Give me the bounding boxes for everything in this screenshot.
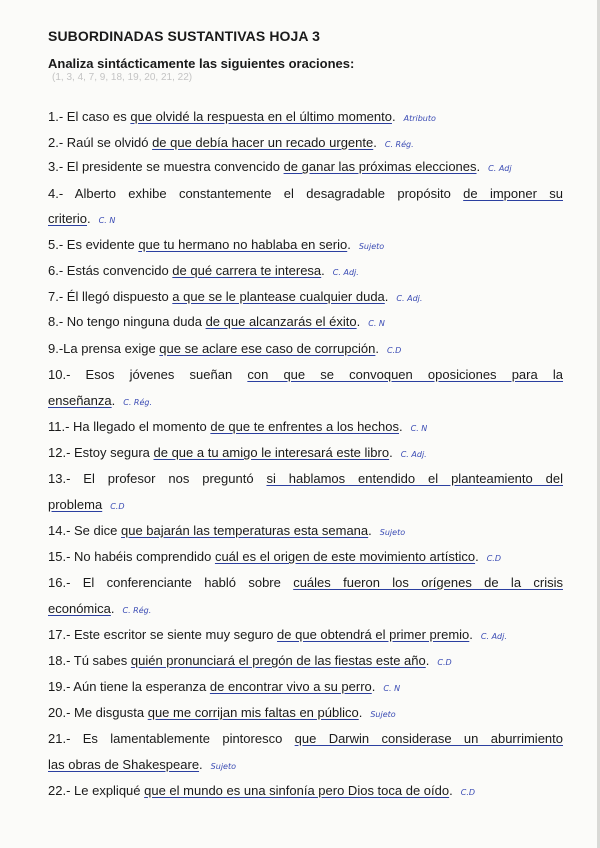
underlined-subordinate-clause: enseñanza [48,393,112,408]
sentence-end: . [358,705,363,720]
handwritten-function-note: C.D [437,658,452,667]
underlined-subordinate-clause: que el mundo es una sinfonía pero Dios toca de oído [144,783,450,798]
sentence-end: . [110,601,115,616]
main-clause-text: 14.- Se dice [48,523,121,538]
handwritten-function-note: C. Adj. [400,450,427,459]
sentence-end: . [368,523,372,538]
sentence-end: . [347,237,351,252]
handwritten-function-note: C. N [98,216,116,225]
main-clause-text: 20.- Me disgusta [48,705,148,720]
handwritten-function-note: C.D [110,502,125,511]
handwritten-function-note: C. Adj. [480,632,507,641]
sentence-line [48,470,563,488]
sentence-line [48,730,563,748]
main-clause-text: 17.- Este escritor se siente muy seguro [48,627,278,642]
sentence-line [48,134,563,154]
sentence-end: . [373,135,377,150]
sentence-line [48,574,563,592]
sentence-line [48,313,563,333]
main-clause-text: 8.- No tengo ninguna duda [48,314,206,329]
handwritten-function-note: C. Rég. [122,606,152,615]
sentence-end: . [375,341,379,356]
underlined-subordinate-clause: que tu hermano no hablaba en serio [138,237,348,252]
main-clause-text: 9.-La prensa exige [48,341,160,356]
sentence-end: . [111,393,116,408]
sentence-line [48,108,563,128]
underlined-subordinate-clause: problema [48,497,103,512]
handwritten-function-note: Sujeto [379,528,406,537]
underlined-subordinate-clause: las obras de Shakespeare [48,757,200,772]
underlined-subordinate-clause: económica [48,601,111,616]
handwritten-function-note: C.D [486,554,501,563]
underlined-subordinate-clause: si hablamos entendido el planteamiento del [266,471,563,486]
underlined-subordinate-clause: de que a tu amigo le interesará este libro [153,445,390,460]
main-clause-text: 18.- Tú sabes [48,653,131,668]
sentence-end: . [384,289,389,304]
main-clause-text: 15.- No habéis comprendido [48,549,215,564]
sentence-end: . [199,757,203,772]
underlined-subordinate-clause: de que te enfrentes a los hechos [210,419,399,434]
sentence-line [48,236,563,256]
handwritten-function-note: C.D [387,346,402,355]
main-clause-text: 6.- Estás convencido [48,263,173,278]
sentence-line [48,600,563,620]
handwritten-function-note: C. Adj. [332,268,359,277]
underlined-subordinate-clause: con que se convoquen oposiciones para la [247,367,563,382]
handwritten-function-note: Atributo [403,114,436,123]
handwritten-function-note: C.D [460,788,476,797]
sentence-line [48,626,563,646]
underlined-subordinate-clause: criterio [48,211,88,226]
underlined-subordinate-clause: que olvidé la respuesta en el último momento [130,109,392,124]
underlined-subordinate-clause: cuáles fueron los orígenes de la crisis [293,575,563,590]
sentence-line [48,366,563,384]
main-clause-text: 13.- El profesor nos preguntó [48,471,267,486]
sentence-line [48,548,563,568]
underlined-subordinate-clause: que Darwin considerase un aburrimiento [294,731,563,746]
handwritten-function-note: C. Adj [488,164,512,173]
sentence-end: . [391,109,396,124]
faint-pencil-note: (1, 3, 4, 7, 9, 18, 19, 20, 21, 22) [52,72,193,83]
underlined-subordinate-clause: quién pronunciará el pregón de las fiestas este año [130,653,426,668]
sentence-end: . [321,263,325,278]
sentence-end: . [475,549,479,564]
main-clause-text: 19.- Aún tiene la esperanza [48,679,210,694]
main-clause-text: 12.- Estoy segura [48,445,154,460]
sentence-end: . [371,679,376,694]
sentence-line [48,444,563,464]
sentence-end: . [87,211,91,226]
sentence-end: . [389,445,393,460]
sentence-line [48,756,563,776]
sentence-line [48,288,563,308]
main-clause-text: 5.- Es evidente [48,237,139,252]
sentence-line [48,185,563,203]
handwritten-function-note: C. Rég. [123,398,153,407]
main-clause-text: 11.- Ha llegado el momento [48,419,211,434]
sentence-end: . [469,627,473,642]
sentence-line [48,158,563,178]
sentence-line [48,340,563,360]
handwritten-function-note: Sujeto [210,762,236,771]
underlined-subordinate-clause: de imponer su [463,186,563,201]
sentence-line [48,652,563,672]
main-clause-text: 4.- Alberto exhibe constantemente el desagradable propósito [48,186,464,201]
sentence-line [48,262,563,282]
main-clause-text: 22.- Le expliqué [48,783,145,798]
sentence-line [48,496,563,516]
underlined-subordinate-clause: que se aclare ese caso de corrupción [159,341,376,356]
sentence-end: . [399,419,403,434]
handwritten-function-note: C. N [383,684,401,693]
handwritten-function-note: C. N [368,319,385,328]
sentence-end: . [476,159,481,174]
sentence-end: . [425,653,430,668]
underlined-subordinate-clause: de qué carrera te interesa [172,263,322,278]
main-clause-text: 16.- El conferenciante habló sobre [48,575,294,590]
main-clause-text: 21.- Es lamentablemente pintoresco [48,731,295,746]
underlined-subordinate-clause: que me corrijan mis faltas en público [147,705,359,720]
sentence-end: . [449,783,453,798]
sentence-line [48,418,563,438]
sentence-line [48,392,563,412]
main-clause-text: 7.- Él llegó dispuesto [48,289,173,304]
instructions: Analiza sintácticamente las siguientes oraciones: [48,56,355,71]
main-clause-text: 1.- El caso es [48,109,131,124]
sentence-line [48,210,563,230]
underlined-subordinate-clause: de que alcanzarás el éxito [205,314,357,329]
underlined-subordinate-clause: de ganar las próximas elecciones [283,159,477,174]
underlined-subordinate-clause: de encontrar vivo a su perro [209,679,372,694]
handwritten-function-note: C. N [410,424,428,433]
page-title: SUBORDINADAS SUSTANTIVAS HOJA 3 [48,28,320,44]
handwritten-function-note: Sujeto [358,242,385,251]
sentence-line [48,678,563,698]
sentence-end: . [356,314,361,329]
sentence-line [48,782,563,802]
sentence-line [48,704,563,724]
handwritten-function-note: C. Adj. [396,294,423,303]
underlined-subordinate-clause: de que obtendrá el primer premio [277,627,470,642]
underlined-subordinate-clause: cuál es el origen de este movimiento artístico [214,549,476,564]
handwritten-function-note: Sujeto [370,710,396,719]
handwritten-function-note: C. Rég. [384,140,414,149]
underlined-subordinate-clause: de que debía hacer un recado urgente [152,135,374,150]
sentence-line [48,522,563,542]
main-clause-text: 10.- Esos jóvenes sueñan [48,367,248,382]
underlined-subordinate-clause: a que se le plantease cualquier duda [172,289,385,304]
main-clause-text: 3.- El presidente se muestra convencido [48,159,284,174]
underlined-subordinate-clause: que bajarán las temperaturas esta semana [121,523,369,538]
main-clause-text: 2.- Raúl se olvidó [48,135,153,150]
